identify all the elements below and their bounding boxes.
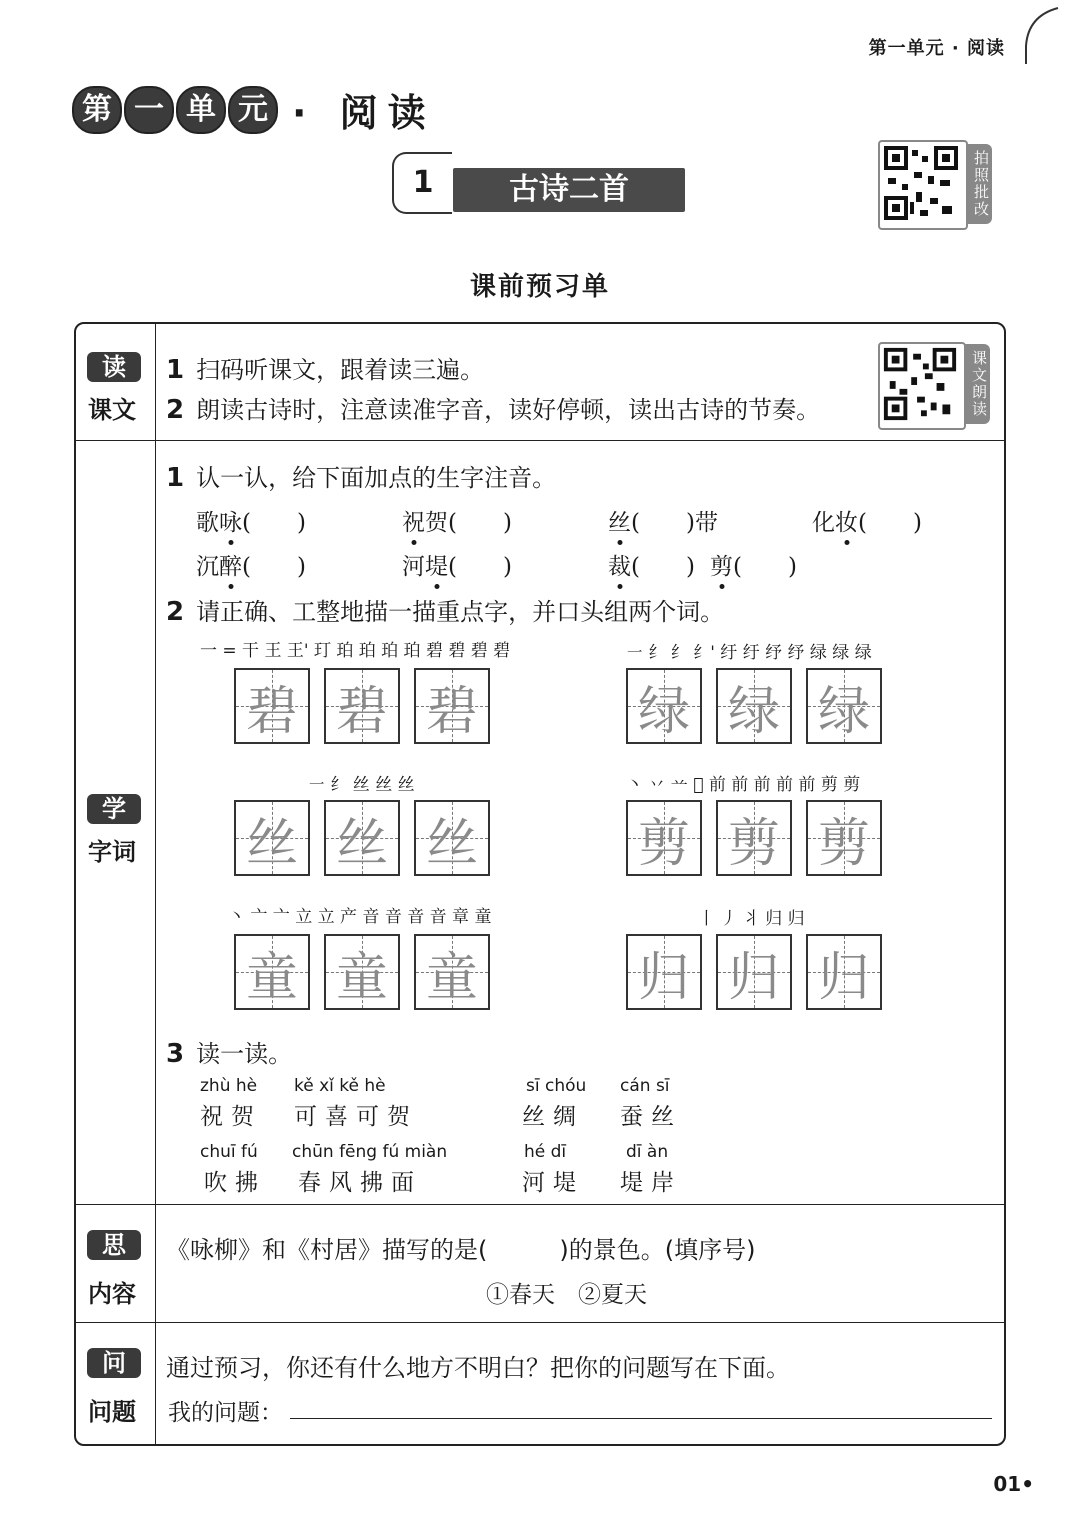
tracing-cell[interactable]: 碧 <box>324 668 400 744</box>
tracing-cell[interactable]: 归 <box>626 934 702 1010</box>
tracing-cell[interactable]: 碧 <box>234 668 310 744</box>
word-pinyin: hé dī <box>524 1142 567 1162</box>
learn-q2: 2 请正确、工整地描一描重点字，并口头组两个词。 <box>166 597 725 627</box>
word-pinyin: dī àn <box>626 1142 669 1162</box>
qr-pattern-icon <box>880 142 962 224</box>
tracing-cell[interactable]: 归 <box>716 934 792 1010</box>
trace-grid <box>626 800 882 876</box>
learn-q3: 3 读一读。 <box>166 1039 293 1069</box>
tag-read-sub: 课文 <box>88 396 136 424</box>
row-divider <box>74 1322 1004 1323</box>
stroke-order: 丨 丿 丬 归 归 <box>698 909 805 929</box>
zhuyin-blank[interactable]: 化妆( ) <box>812 510 922 536</box>
row-divider <box>74 1204 1004 1205</box>
tag-learn-sub: 字词 <box>88 838 136 866</box>
zhuyin-blank[interactable]: 祝贺( ) <box>402 510 512 536</box>
unit-badge <box>72 86 278 134</box>
learn-q1: 1 认一认，给下面加点的生字注音。 <box>166 463 557 493</box>
qr-label-text-reading: 课文朗读 <box>964 344 990 424</box>
read-item-2: 2 朗读古诗时，注意读准字音，读好停顿，读出古诗的节奏。 <box>166 395 821 425</box>
qr-code-text-reading[interactable] <box>878 342 966 430</box>
tracing-cell[interactable]: 归 <box>806 934 882 1010</box>
read-item-1: 1 扫码听课文，跟着读三遍。 <box>166 355 485 385</box>
stroke-order: 一 = 干 王 王' 玎 珀 珀 珀 珀 碧 碧 碧 碧 <box>200 641 511 661</box>
qr-label-photo-grade: 拍照批改 <box>966 144 992 224</box>
word-hanzi: 春风拂面 <box>298 1170 422 1196</box>
column-divider <box>155 322 156 1444</box>
corner-decoration <box>1020 6 1060 66</box>
word-pinyin: cán sī <box>620 1076 670 1096</box>
zhuyin-blank[interactable]: 歌咏( ) <box>196 510 306 536</box>
tracing-cell[interactable]: 剪 <box>716 800 792 876</box>
word-pinyin: sī chóu <box>526 1076 587 1096</box>
word-pinyin: chuī fú <box>200 1142 258 1162</box>
tracing-cell[interactable]: 童 <box>414 934 490 1010</box>
think-options: ①春天 ②夏天 <box>486 1282 647 1308</box>
tracing-cell[interactable]: 丝 <box>234 800 310 876</box>
tag-learn: 学 <box>87 794 141 824</box>
zhuyin-blank[interactable]: 河堤( ) <box>402 554 512 580</box>
tracing-cell[interactable]: 绿 <box>716 668 792 744</box>
ask-prompt: 通过预习，你还有什么地方不明白？把你的问题写在下面。 <box>166 1354 790 1382</box>
tracing-cell[interactable]: 童 <box>324 934 400 1010</box>
tag-think: 思 <box>87 1230 141 1260</box>
unit-char: 单 <box>176 86 226 134</box>
word-hanzi: 蚕丝 <box>620 1104 682 1130</box>
word-hanzi: 堤岸 <box>620 1170 682 1196</box>
qr-pattern-icon <box>880 344 960 424</box>
lesson-number: 1 <box>392 152 452 214</box>
lesson-title: 古诗二首 <box>453 168 685 212</box>
word-hanzi: 吹拂 <box>204 1170 266 1196</box>
tracing-cell[interactable]: 碧 <box>414 668 490 744</box>
stroke-order: 丶 丷 䒑 𫇧 前 前 前 前 前 剪 剪 <box>626 775 861 795</box>
unit-char: 一 <box>124 86 174 134</box>
trace-grid <box>234 934 490 1010</box>
stroke-order: ㇐ 纟 纟 纟' 纡 纡 纾 纾 绿 绿 绿 <box>626 643 872 663</box>
trace-grid <box>234 668 490 744</box>
tag-ask-sub: 问题 <box>88 1398 136 1426</box>
stroke-order: ㇐ 纟 丝 丝 丝 <box>308 775 415 795</box>
word-hanzi: 可喜可贺 <box>294 1104 418 1130</box>
section-title: 课前预习单 <box>469 272 610 302</box>
trace-grid <box>626 668 882 744</box>
zhuyin-blank[interactable]: 沉醉( ) <box>196 554 306 580</box>
tracing-cell[interactable]: 童 <box>234 934 310 1010</box>
tracing-cell[interactable]: 剪 <box>806 800 882 876</box>
word-pinyin: kě xǐ kě hè <box>294 1076 386 1096</box>
zhuyin-blank[interactable]: 剪( ) <box>710 554 797 580</box>
unit-char: 第 <box>72 86 122 134</box>
my-question-label: 我的问题： <box>168 1400 283 1426</box>
zhuyin-blank[interactable]: 裁( ) <box>608 554 695 580</box>
tracing-cell[interactable]: 绿 <box>806 668 882 744</box>
tag-think-sub: 内容 <box>88 1280 136 1308</box>
word-pinyin: chūn fēng fú miàn <box>292 1142 448 1162</box>
word-hanzi: 丝绸 <box>522 1104 584 1130</box>
word-hanzi: 河堤 <box>522 1170 584 1196</box>
zhuyin-blank[interactable]: 丝( )带 <box>608 510 718 536</box>
trace-grid <box>234 800 490 876</box>
row-divider <box>74 440 1004 441</box>
think-question[interactable]: 《咏柳》和《村居》描写的是( )的景色。(填序号) <box>166 1236 756 1264</box>
word-pinyin: zhù hè <box>200 1076 258 1096</box>
unit-char: 元 <box>228 86 278 134</box>
my-question-answer-line[interactable] <box>290 1418 992 1419</box>
tag-ask: 问 <box>87 1348 141 1378</box>
tracing-cell[interactable]: 绿 <box>626 668 702 744</box>
running-header: 第一单元 · 阅读 <box>868 38 1005 59</box>
tag-read: 读 <box>87 352 141 382</box>
tracing-cell[interactable]: 剪 <box>626 800 702 876</box>
tracing-cell[interactable]: 丝 <box>414 800 490 876</box>
stroke-order: 丶 亠 亠 立 立 产 音 音 音 音 章 童 <box>228 907 492 927</box>
trace-grid <box>626 934 882 1010</box>
unit-subtitle: · 阅读 <box>292 91 436 135</box>
tracing-cell[interactable]: 丝 <box>324 800 400 876</box>
page-number: 01• <box>993 1472 1034 1496</box>
qr-code-photo-grade[interactable] <box>878 140 968 230</box>
word-hanzi: 祝贺 <box>200 1104 262 1130</box>
